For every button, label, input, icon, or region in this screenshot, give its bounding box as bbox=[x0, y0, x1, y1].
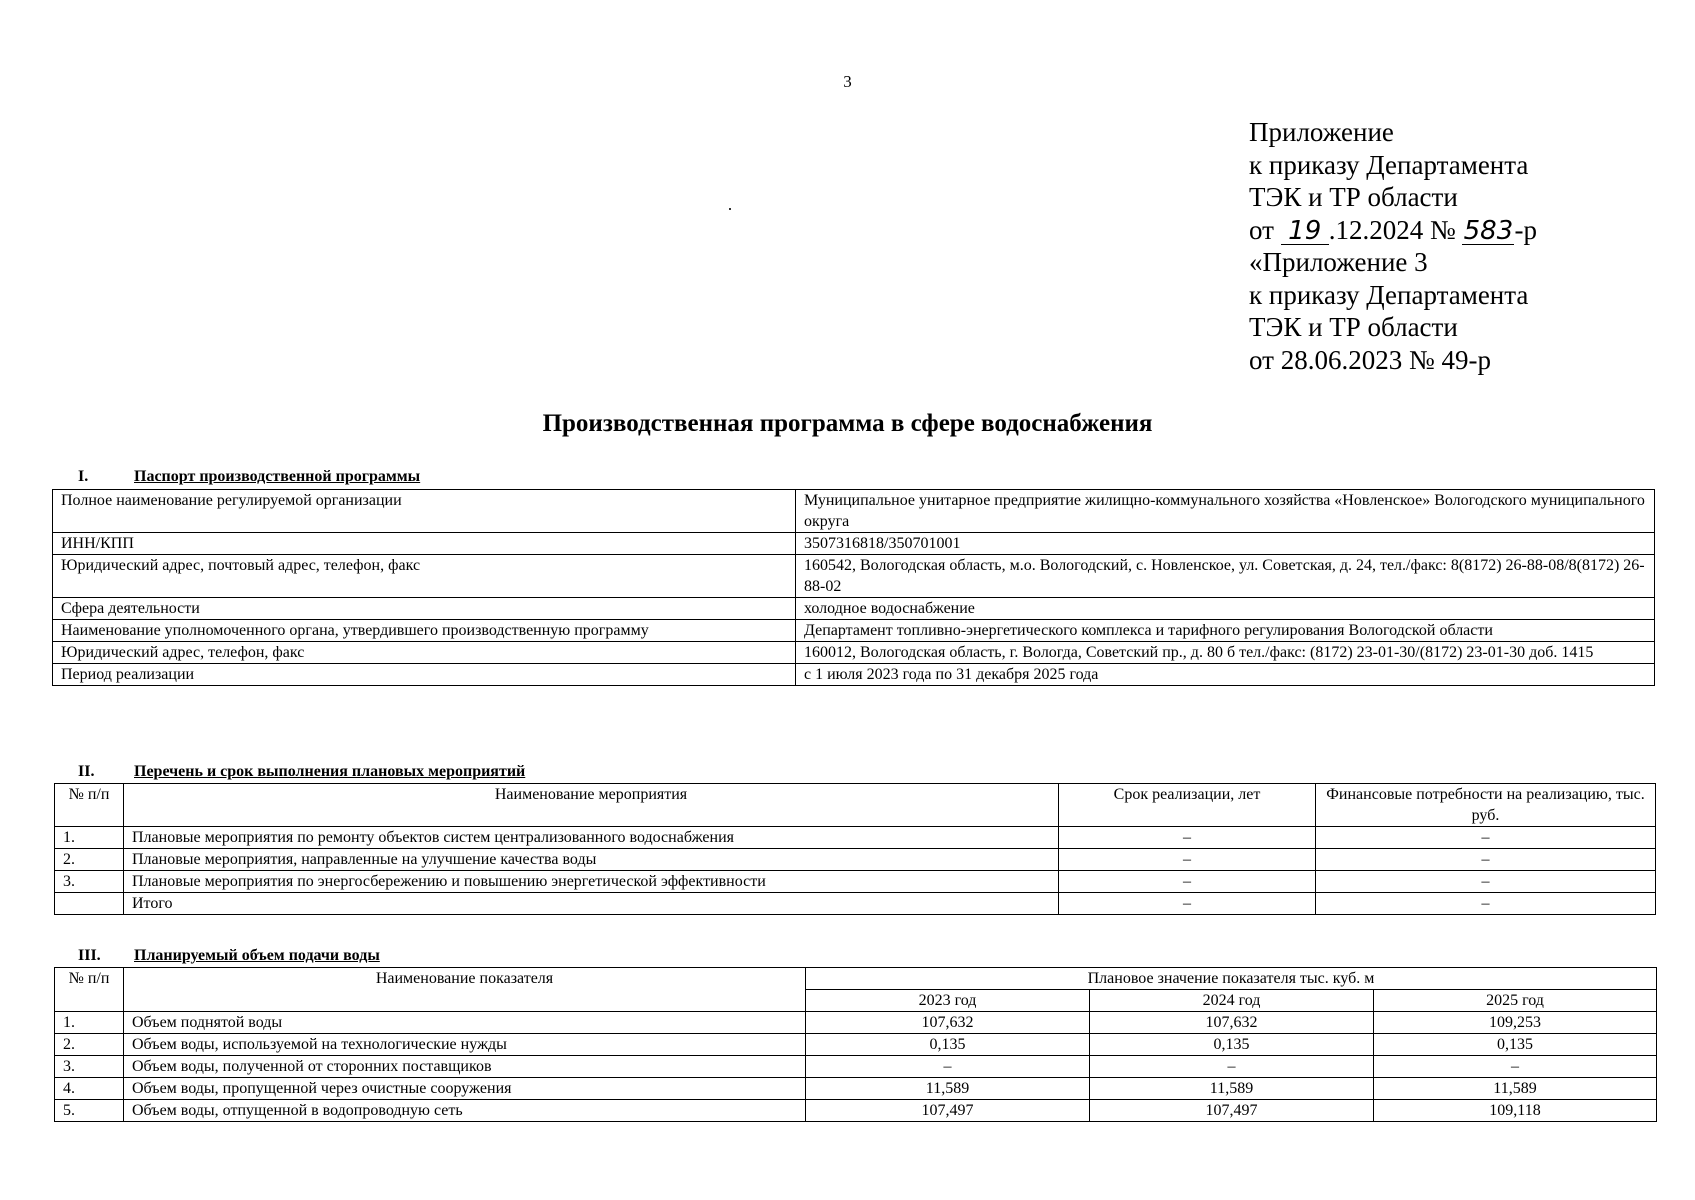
passport-value: 160012, Вологодская область, г. Вологда, Советский пр., д. 80 б тел./факс: (8172) 23-01-30/(8172) 23-01-30 доб. 1415 bbox=[796, 642, 1655, 664]
header-term: Срок реализации, лет bbox=[1059, 784, 1316, 827]
document-title: Производственная программа в сфере водоснабжения bbox=[542, 410, 1153, 437]
total-term: – bbox=[1059, 893, 1316, 915]
table-header-row bbox=[55, 968, 1657, 990]
measure-finance: – bbox=[1316, 827, 1656, 849]
measure-term: – bbox=[1059, 849, 1316, 871]
page-number: 3 bbox=[843, 72, 852, 91]
header-finance: Финансовые потребности на реализацию, тыс. руб. bbox=[1316, 784, 1656, 827]
passport-table bbox=[52, 489, 1655, 686]
row-number: 1. bbox=[55, 827, 124, 849]
row-number: 1. bbox=[55, 1012, 124, 1034]
total-row bbox=[55, 893, 1656, 915]
row-number: 2. bbox=[55, 1034, 124, 1056]
annex-line-7: ТЭК и ТР области bbox=[1249, 312, 1458, 342]
passport-label: Наименование уполномоченного органа, утвердившего производственную программу bbox=[53, 620, 796, 642]
passport-label: ИНН/КПП bbox=[53, 533, 796, 555]
value-2025: 109,253 bbox=[1374, 1012, 1657, 1034]
value-2025: 0,135 bbox=[1374, 1034, 1657, 1056]
table-row bbox=[53, 664, 1655, 686]
row-number: 2. bbox=[55, 849, 124, 871]
section-3-title: Планируемый объем подачи воды bbox=[134, 947, 380, 964]
measure-finance: – bbox=[1316, 871, 1656, 893]
measure-name: Плановые мероприятия по ремонту объектов систем централизованного водоснабжения bbox=[124, 827, 1059, 849]
header-year-2024: 2024 год bbox=[1090, 990, 1374, 1012]
value-2025: 11,589 bbox=[1374, 1078, 1657, 1100]
annex-line-4 bbox=[1249, 214, 1537, 247]
annex-date-suffix: -р bbox=[1514, 214, 1537, 245]
row-number: 3. bbox=[55, 1056, 124, 1078]
header-year-2025: 2025 год bbox=[1374, 990, 1657, 1012]
annex-date-prefix: от bbox=[1249, 214, 1274, 245]
annex-block bbox=[1249, 116, 1537, 376]
annex-line-8: от 28.06.2023 № 49-р bbox=[1249, 344, 1491, 375]
section-2-number: II. bbox=[78, 763, 95, 780]
header-plan-value: Плановое значение показателя тыс. куб. м bbox=[806, 968, 1657, 990]
passport-value: 3507316818/350701001 bbox=[796, 533, 1655, 555]
table-row bbox=[55, 827, 1656, 849]
value-2024: 107,497 bbox=[1090, 1100, 1374, 1122]
table-row bbox=[53, 533, 1655, 555]
passport-label: Полное наименование регулируемой организации bbox=[53, 490, 796, 533]
scan-speck bbox=[729, 208, 731, 210]
value-2023: – bbox=[806, 1056, 1090, 1078]
table-row bbox=[53, 620, 1655, 642]
header-no: № п/п bbox=[55, 968, 124, 1012]
measure-term: – bbox=[1059, 871, 1316, 893]
passport-value: Департамент топливно-энергетического комплекса и тарифного регулирования Вологодской области bbox=[796, 620, 1655, 642]
passport-value: Муниципальное унитарное предприятие жилищно-коммунального хозяйства «Новленское» Вологодского муниципального округа bbox=[796, 490, 1655, 533]
water-supply-table bbox=[54, 967, 1657, 1122]
passport-label: Юридический адрес, почтовый адрес, телефон, факс bbox=[53, 555, 796, 598]
value-2024: 0,135 bbox=[1090, 1034, 1374, 1056]
value-2023: 11,589 bbox=[806, 1078, 1090, 1100]
row-number: 5. bbox=[55, 1100, 124, 1122]
section-2-heading bbox=[78, 763, 525, 781]
passport-label: Юридический адрес, телефон, факс bbox=[53, 642, 796, 664]
total-label: Итого bbox=[124, 893, 1059, 915]
annex-line-1: Приложение bbox=[1249, 117, 1394, 147]
passport-label: Период реализации bbox=[53, 664, 796, 686]
passport-label: Сфера деятельности bbox=[53, 598, 796, 620]
indicator-name: Объем поднятой воды bbox=[124, 1012, 806, 1034]
value-2023: 0,135 bbox=[806, 1034, 1090, 1056]
table-row bbox=[53, 642, 1655, 664]
annex-line-5: «Приложение 3 bbox=[1249, 247, 1428, 277]
indicator-name: Объем воды, пропущенной через очистные сооружения bbox=[124, 1078, 806, 1100]
annex-date-mid: .12.2024 № bbox=[1328, 214, 1456, 245]
value-2025: 109,118 bbox=[1374, 1100, 1657, 1122]
section-1-title: Паспорт производственной программы bbox=[134, 468, 421, 485]
measure-name: Плановые мероприятия по энергосбережению и повышению энергетической эффективности bbox=[124, 871, 1059, 893]
table-row bbox=[55, 1100, 1657, 1122]
section-1-heading bbox=[78, 468, 420, 486]
measure-name: Плановые мероприятия, направленные на улучшение качества воды bbox=[124, 849, 1059, 871]
table-row bbox=[55, 1012, 1657, 1034]
table-row bbox=[55, 1034, 1657, 1056]
table-row bbox=[55, 871, 1656, 893]
section-2-title: Перечень и срок выполнения плановых мероприятий bbox=[134, 763, 526, 780]
table-row bbox=[53, 598, 1655, 620]
indicator-name: Объем воды, отпущенной в водопроводную сеть bbox=[124, 1100, 806, 1122]
value-2025: – bbox=[1374, 1056, 1657, 1078]
measures-table bbox=[54, 783, 1656, 915]
header-measure-name: Наименование мероприятия bbox=[124, 784, 1059, 827]
header-indicator-name: Наименование показателя bbox=[124, 968, 806, 1012]
value-2024: – bbox=[1090, 1056, 1374, 1078]
section-1-number: I. bbox=[78, 468, 89, 485]
section-3-heading bbox=[78, 947, 380, 965]
section-3-number: III. bbox=[78, 947, 101, 964]
header-no: № п/п bbox=[55, 784, 124, 827]
value-2023: 107,632 bbox=[806, 1012, 1090, 1034]
row-number bbox=[55, 893, 124, 915]
row-number: 3. bbox=[55, 871, 124, 893]
total-finance: – bbox=[1316, 893, 1656, 915]
row-number: 4. bbox=[55, 1078, 124, 1100]
header-year-2023: 2023 год bbox=[806, 990, 1090, 1012]
table-row bbox=[55, 1056, 1657, 1078]
table-row bbox=[53, 555, 1655, 598]
annex-line-6: к приказу Департамента bbox=[1249, 279, 1529, 310]
handwritten-day: 19 bbox=[1281, 218, 1329, 245]
table-row bbox=[55, 1078, 1657, 1100]
table-row bbox=[55, 849, 1656, 871]
handwritten-order-number: 583 bbox=[1463, 215, 1514, 246]
passport-value: 160542, Вологодская область, м.о. Вологодский, с. Новленское, ул. Советская, д. 24, тел./факс: 8(8172) 26-88-08/8(8172) 26-88-02 bbox=[796, 555, 1655, 598]
table-row bbox=[53, 490, 1655, 533]
passport-value: холодное водоснабжение bbox=[796, 598, 1655, 620]
annex-line-3: ТЭК и ТР области bbox=[1249, 182, 1458, 212]
measure-term: – bbox=[1059, 827, 1316, 849]
indicator-name: Объем воды, полученной от сторонних поставщиков bbox=[124, 1056, 806, 1078]
measure-finance: – bbox=[1316, 849, 1656, 871]
indicator-name: Объем воды, используемой на технологические нужды bbox=[124, 1034, 806, 1056]
passport-value: с 1 июля 2023 года по 31 декабря 2025 года bbox=[796, 664, 1655, 686]
value-2024: 11,589 bbox=[1090, 1078, 1374, 1100]
value-2023: 107,497 bbox=[806, 1100, 1090, 1122]
table-header-row bbox=[55, 784, 1656, 827]
annex-line-2: к приказу Департамента bbox=[1249, 149, 1529, 180]
value-2024: 107,632 bbox=[1090, 1012, 1374, 1034]
